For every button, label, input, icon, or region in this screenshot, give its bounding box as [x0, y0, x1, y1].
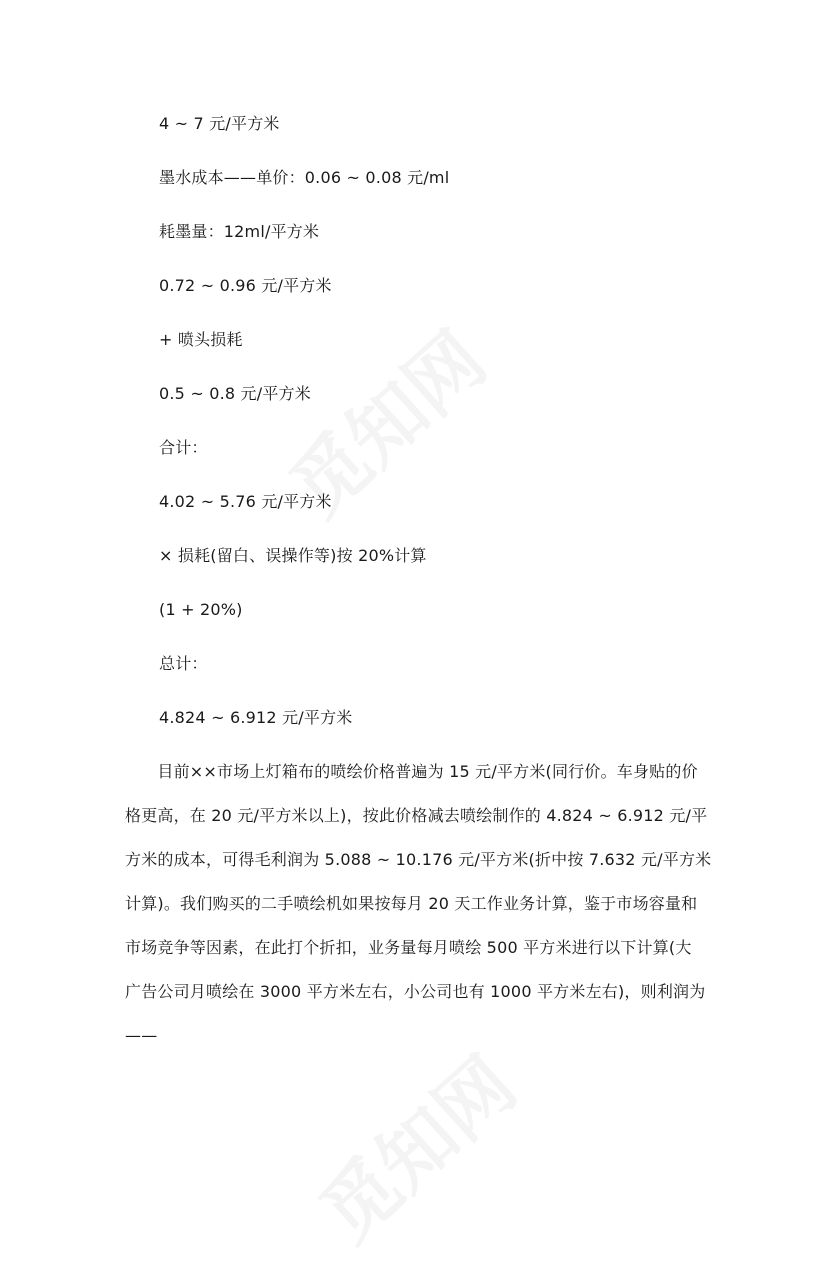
- line-subtotal-range: 4.02 ~ 5.76 元/平方米: [159, 492, 332, 511]
- line-waste-factor: × 损耗(留白、误操作等)按 20%计算: [159, 546, 427, 565]
- paragraph-line: 目前××市场上灯箱布的喷绘价格普遍为 15 元/平方米(同行价。车身贴的价: [125, 762, 698, 781]
- line-ink-price-range: 4 ~ 7 元/平方米: [159, 114, 280, 133]
- paragraph-line: ——: [125, 1026, 158, 1045]
- paragraph-line: 市场竞争等因素，在此打个折扣，业务量每月喷绘 500 平方米进行以下计算(大: [125, 938, 692, 957]
- profit-paragraph: [125, 762, 715, 1062]
- line-ink-cost-range: 0.72 ~ 0.96 元/平方米: [159, 276, 332, 295]
- line-ink-cost-unit-price: 墨水成本——单价：0.06 ~ 0.08 元/ml: [159, 168, 450, 187]
- line-ink-consumption: 耗墨量：12ml/平方米: [159, 222, 320, 241]
- line-nozzle-loss-range: 0.5 ~ 0.8 元/平方米: [159, 384, 311, 403]
- watermark-text-bottom: [293, 1028, 535, 1261]
- line-waste-multiplier: (1 + 20%): [159, 600, 243, 619]
- paragraph-line: 格更高，在 20 元/平方米以上)，按此价格减去喷绘制作的 4.824 ~ 6.912 元/平: [125, 806, 708, 825]
- line-nozzle-loss: + 喷头损耗: [159, 330, 243, 349]
- line-subtotal-label: 合计：: [159, 438, 208, 457]
- line-total-label: 总计：: [159, 654, 208, 673]
- paragraph-line: 广告公司月喷绘在 3000 平方米左右，小公司也有 1000 平方米左右)，则利润为: [125, 982, 706, 1001]
- line-total-range: 4.824 ~ 6.912 元/平方米: [159, 708, 353, 727]
- paragraph-line: 方米的成本，可得毛利润为 5.088 ~ 10.176 元/平方米(折中按 7.632 元/平方米: [125, 850, 712, 869]
- paragraph-line: 计算)。我们购买的二手喷绘机如果按每月 20 天工作业务计算，鉴于市场容量和: [125, 894, 698, 913]
